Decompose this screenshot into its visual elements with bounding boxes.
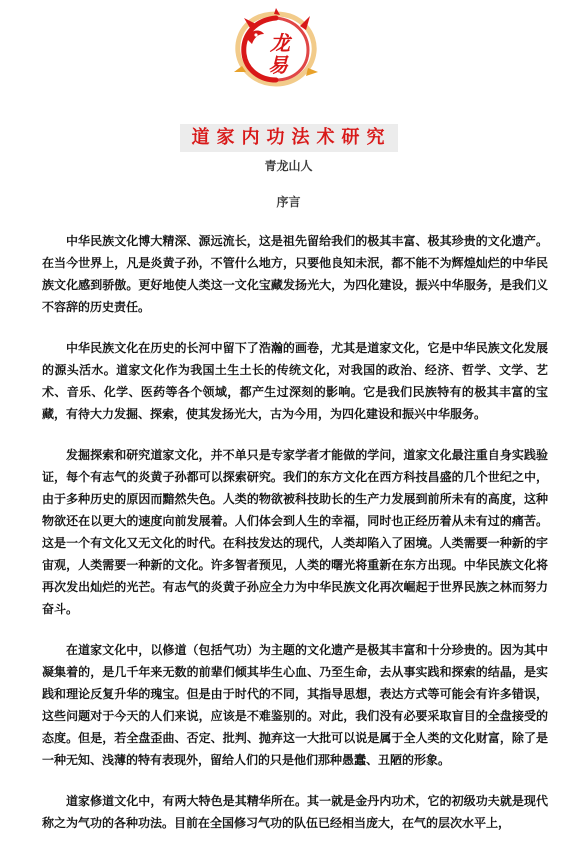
paragraph-1: 中华民族文化博大精深、源远流长，这是祖先留给我们的极其丰富、极其珍贵的文化遗产。在当今世界上，凡是炎黄子孙，不管什么地方，只要他良知未泯，都不能不为辉煌灿烂的中华民族文化感到骄傲。更好地使人类这一文化宝藏发扬光大，为四化建设，振兴中华服务，是我们义不容辞的历史责任。 xyxy=(42,234,548,314)
body-text xyxy=(42,230,548,853)
logo-char-2: 易 xyxy=(268,53,288,77)
section-heading: 序言 xyxy=(276,195,301,209)
page-title: 道家内功法术研究 xyxy=(180,124,398,152)
title-wrapper xyxy=(0,124,577,152)
paragraph-4: 在道家文化中，以修道（包括气功）为主题的文化遗产是极其丰富和十分珍贵的。因为其中凝集着的，是几千年来无数的前辈们倾其毕生心血、乃至生命，去从事实践和探索的结晶，是实践和理论反复升华的瑰宝。但是由于时代的不同，其指导思想，表达方式等可能会有许多错误，这些问题对于今天的人们来说，应该是不难鉴别的。对此，我们没有必要采取盲目的全盘接受的态度。但是，若全盘歪曲、否定、批判、抛弃这一大批可以说是属于全人类的文化财富，除了是一种无知、浅薄的特有表现外，留给人们的只是他们那种愚蠢、丑陋的形象。 xyxy=(42,643,548,767)
paragraph-5: 道家修道文化中，有两大特色是其精华所在。其一就是金丹内功术，它的初级功夫就是现代称之为气功的各种功法。目前在全国修习气功的队伍已经相当庞大，在气的层次水平上， xyxy=(42,794,548,830)
paragraph-3: 发掘探索和研究道家文化，并不单只是专家学者才能做的学问，道家文化最注重自身实践验证，每个有志气的炎黄子孙都可以探索研究。我们的东方文化在西方科技昌盛的几个世纪之中，由于多种历史的原因而黯然失色。人类的物欲被科技助长的生产力发展到前所未有的高度，这种物欲还在以更大的速度向前发展着。人们体会到人生的幸福，同时也正经历着从未有过的痛苦。这是一个有文化又无文化的时代。在科技发达的现代，人类却陷入了困境。人类需要一种新的宇宙观，人类需要一种新的文化。许多智者预见，人类的曙光将重新在东方出现。中华民族文化将再次发出灿烂的光芒。有志气的炎黄子孙应全力为中华民族文化再次崛起于世界民族之林而努力奋斗。 xyxy=(42,448,548,616)
logo-char-1: 龙 xyxy=(270,31,290,55)
dragon-emblem-icon xyxy=(230,8,322,90)
author-name: 青龙山人 xyxy=(264,159,313,173)
paragraph-2: 中华民族文化在历史的长河中留下了浩瀚的画卷，尤其是道家文化，它是中华民族文化发展的源头活水。道家文化作为我国土生土长的传统文化，对我国的政治、经济、哲学、文学、艺术、音乐、化学、医药等各个领域，都产生过深刻的影响。它是我们民族特有的极其丰富的宝藏，有待大力发掘、探索，使其发扬光大，古为今用，为四化建设和振兴中华服务。 xyxy=(42,341,548,421)
dragon-logo xyxy=(230,8,322,90)
